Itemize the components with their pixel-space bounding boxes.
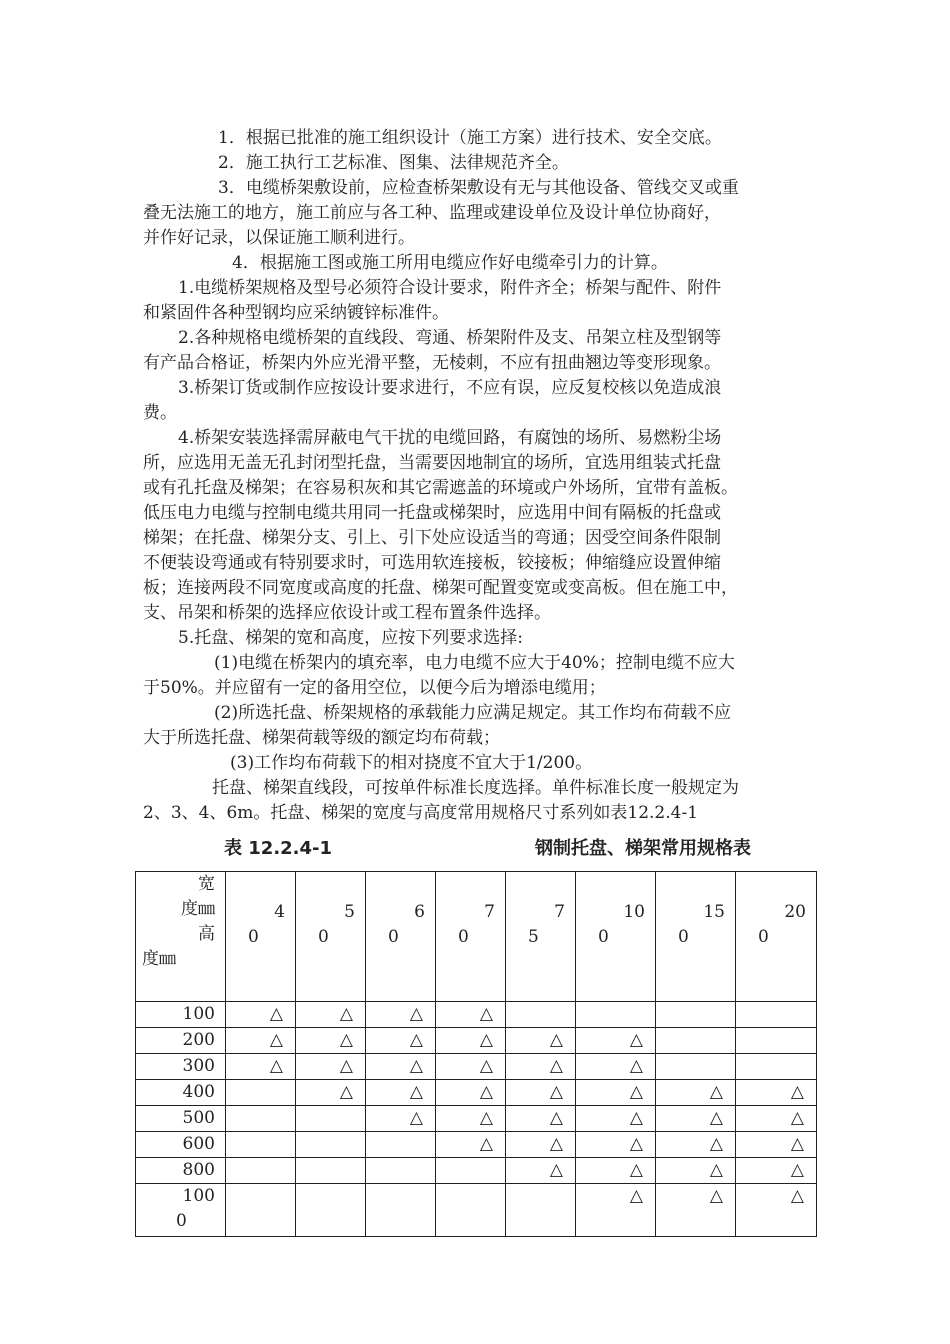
width-header-cell (226, 872, 296, 1002)
height-cell (136, 1158, 226, 1184)
width-header-cell (296, 872, 366, 1002)
table-header-row (136, 872, 817, 1002)
paragraph: 叠无法施工的地方，施工前应与各工种、监理或建设单位及设计单位协商好， (143, 203, 721, 223)
empty-cell (656, 1028, 736, 1054)
table-row (136, 1080, 817, 1106)
paragraph: 和紧固件各种型钢均应采纳镀锌标准件。 (143, 303, 449, 323)
empty-cell (506, 1002, 576, 1028)
availability-mark: △ (436, 1106, 506, 1132)
height-label: 300 (182, 1056, 215, 1076)
paragraph: (2)所选托盘、桥架规格的承载能力应满足规定。其工作均布荷载不应 (214, 703, 732, 723)
width-header-part: 6 (414, 902, 425, 922)
width-header-part: 7 (484, 902, 495, 922)
availability-mark: △ (436, 1002, 506, 1028)
height-label: 100 (182, 1186, 215, 1206)
empty-cell (366, 1132, 436, 1158)
availability-mark: △ (436, 1132, 506, 1158)
paragraph: 2、3、4、6m。托盘、梯架的宽度与高度常用规格尺寸系列如表12.2.4-1 (143, 803, 699, 823)
availability-mark: △ (736, 1106, 817, 1132)
empty-cell (226, 1184, 296, 1237)
spec-table (135, 871, 817, 1237)
empty-cell (436, 1184, 506, 1237)
paragraph: 1．根据已批准的施工组织设计（施工方案）进行技术、安全交底。 (218, 128, 722, 148)
empty-cell (226, 1080, 296, 1106)
width-header-part: 0 (458, 927, 469, 947)
width-header-cell (436, 872, 506, 1002)
width-header-part: 4 (274, 902, 285, 922)
width-header-part: 0 (318, 927, 329, 947)
paragraph: 不便装设弯通或有特别要求时，可选用软连接板，铰接板；伸缩缝应设置伸缩 (143, 553, 721, 573)
width-header-cell (366, 872, 436, 1002)
table-number: 表 12.2.4-1 (224, 838, 333, 859)
availability-mark: △ (366, 1002, 436, 1028)
availability-mark: △ (506, 1028, 576, 1054)
table-row (136, 1106, 817, 1132)
availability-mark: △ (296, 1080, 366, 1106)
paragraph: 大于所选托盘、梯架荷载等级的额定均布荷载； (143, 728, 500, 748)
empty-cell (436, 1158, 506, 1184)
availability-mark: △ (736, 1080, 817, 1106)
corner-label: 度㎜ (181, 899, 215, 919)
paragraph: 于50%。并应留有一定的备用空位，以便今后为增添电缆用； (143, 678, 606, 698)
availability-mark: △ (576, 1184, 656, 1237)
table-body (136, 1002, 817, 1237)
paragraph: 4.桥架安装选择需屏蔽电气干扰的电缆回路，有腐蚀的场所、易燃粉尘场 (178, 428, 722, 448)
availability-mark: △ (366, 1054, 436, 1080)
paragraph: 梯架；在托盘、梯架分支、引上、引下处应设适当的弯通；因受空间条件限制 (143, 528, 721, 548)
width-header-part: 20 (784, 902, 806, 922)
paragraph: 1.电缆桥架规格及型号必须符合设计要求，附件齐全；桥架与配件、附件 (178, 278, 722, 298)
empty-cell (656, 1054, 736, 1080)
empty-cell (226, 1158, 296, 1184)
availability-mark: △ (656, 1158, 736, 1184)
availability-mark: △ (576, 1132, 656, 1158)
paragraph: (1)电缆在桥架内的填充率，电力电缆不应大于40%；控制电缆不应大 (214, 653, 735, 673)
paragraph: 3.桥架订货或制作应按设计要求进行，不应有误，应反复校核以免造成浪 (178, 378, 722, 398)
paragraph: 3．电缆桥架敷设前，应检查桥架敷设有无与其他设备、管线交叉或重 (218, 178, 739, 198)
paragraph: 4．根据施工图或施工所用电缆应作好电缆牵引力的计算。 (232, 253, 668, 273)
paragraph: (3)工作均布荷载下的相对挠度不宜大于1/200。 (230, 753, 593, 773)
availability-mark: △ (576, 1028, 656, 1054)
empty-cell (296, 1158, 366, 1184)
height-cell (136, 1054, 226, 1080)
width-header-cell (506, 872, 576, 1002)
availability-mark: △ (656, 1080, 736, 1106)
height-cell (136, 1002, 226, 1028)
height-cell (136, 1184, 226, 1237)
width-header-cell (656, 872, 736, 1002)
height-label: 400 (182, 1082, 215, 1102)
empty-cell (296, 1106, 366, 1132)
height-label: 800 (182, 1160, 215, 1180)
availability-mark: △ (506, 1132, 576, 1158)
width-header-part: 15 (703, 902, 725, 922)
paragraph: 板；连接两段不同宽度或高度的托盘、梯架可配置变宽或变高板。但在施工中， (143, 578, 738, 598)
availability-mark: △ (736, 1184, 817, 1237)
paragraph: 并作好记录，以保证施工顺利进行。 (143, 228, 415, 248)
empty-cell (366, 1158, 436, 1184)
availability-mark: △ (506, 1080, 576, 1106)
paragraph: 或有孔托盘及梯架；在容易积灰和其它需遮盖的环境或户外场所，宜带有盖板。 (143, 478, 738, 498)
availability-mark: △ (506, 1106, 576, 1132)
availability-mark: △ (656, 1106, 736, 1132)
availability-mark: △ (576, 1080, 656, 1106)
availability-mark: △ (226, 1054, 296, 1080)
paragraph: 5.托盘、梯架的宽和高度，应按下列要求选择: (178, 628, 523, 648)
availability-mark: △ (506, 1158, 576, 1184)
width-header-part: 10 (623, 902, 645, 922)
corner-label: 宽 (198, 874, 215, 894)
height-cell (136, 1106, 226, 1132)
width-header-part: 0 (248, 927, 259, 947)
height-label: 500 (182, 1108, 215, 1128)
availability-mark: △ (656, 1132, 736, 1158)
availability-mark: △ (226, 1028, 296, 1054)
availability-mark: △ (436, 1028, 506, 1054)
availability-mark: △ (366, 1028, 436, 1054)
height-label: 100 (182, 1004, 215, 1024)
empty-cell (736, 1054, 817, 1080)
empty-cell (576, 1002, 656, 1028)
width-header-part: 7 (554, 902, 565, 922)
width-header-part: 0 (758, 927, 769, 947)
availability-mark: △ (436, 1080, 506, 1106)
paragraph: 托盘、梯架直线段，可按单件标准长度选择。单件标准长度一般规定为 (212, 778, 739, 798)
availability-mark: △ (436, 1054, 506, 1080)
empty-cell (296, 1184, 366, 1237)
availability-mark: △ (656, 1184, 736, 1237)
width-header-part: 0 (598, 927, 609, 947)
availability-mark: △ (506, 1054, 576, 1080)
empty-cell (366, 1184, 436, 1237)
empty-cell (226, 1106, 296, 1132)
empty-cell (506, 1184, 576, 1237)
availability-mark: △ (366, 1106, 436, 1132)
width-header-cell (736, 872, 817, 1002)
availability-mark: △ (576, 1106, 656, 1132)
paragraph: 低压电力电缆与控制电缆共用同一托盘或梯架时，应选用中间有隔板的托盘或 (143, 503, 721, 523)
table-row (136, 1132, 817, 1158)
availability-mark: △ (736, 1132, 817, 1158)
paragraph: 支、吊架和桥架的选择应依设计或工程布置条件选择。 (143, 603, 551, 623)
corner-label: 高 (198, 924, 215, 944)
availability-mark: △ (226, 1002, 296, 1028)
height-label: 0 (176, 1211, 187, 1231)
empty-cell (736, 1002, 817, 1028)
width-header-part: 5 (344, 902, 355, 922)
availability-mark: △ (576, 1054, 656, 1080)
empty-cell (736, 1028, 817, 1054)
width-header-cell (576, 872, 656, 1002)
width-header-part: 0 (388, 927, 399, 947)
corner-label: 度㎜ (142, 949, 176, 969)
paragraph: 有产品合格证，桥架内外应光滑平整，无棱刺，不应有扭曲翘边等变形现象。 (143, 353, 721, 373)
height-label: 200 (182, 1030, 215, 1050)
table-row (136, 1054, 817, 1080)
paragraph: 费。 (143, 403, 177, 423)
paragraph: 所，应选用无盖无孔封闭型托盘，当需要因地制宜的场所，宜选用组装式托盘 (143, 453, 721, 473)
availability-mark: △ (296, 1028, 366, 1054)
height-cell (136, 1132, 226, 1158)
paragraph: 2.各种规格电缆桥架的直线段、弯通、桥架附件及支、吊架立柱及型钢等 (178, 328, 722, 348)
corner-cell (136, 872, 226, 1002)
width-header-part: 5 (528, 927, 539, 947)
empty-cell (226, 1132, 296, 1158)
width-header-part: 0 (678, 927, 689, 947)
availability-mark: △ (736, 1158, 817, 1184)
height-cell (136, 1080, 226, 1106)
empty-cell (296, 1132, 366, 1158)
availability-mark: △ (296, 1054, 366, 1080)
paragraph: 2．施工执行工艺标准、图集、法律规范齐全。 (218, 153, 569, 173)
height-cell (136, 1028, 226, 1054)
table-row (136, 1184, 817, 1237)
availability-mark: △ (296, 1002, 366, 1028)
availability-mark: △ (576, 1158, 656, 1184)
empty-cell (656, 1002, 736, 1028)
table-row (136, 1158, 817, 1184)
availability-mark: △ (366, 1080, 436, 1106)
table-title: 钢制托盘、梯架常用规格表 (535, 838, 751, 859)
table-row (136, 1028, 817, 1054)
height-label: 600 (182, 1134, 215, 1154)
table-row (136, 1002, 817, 1028)
